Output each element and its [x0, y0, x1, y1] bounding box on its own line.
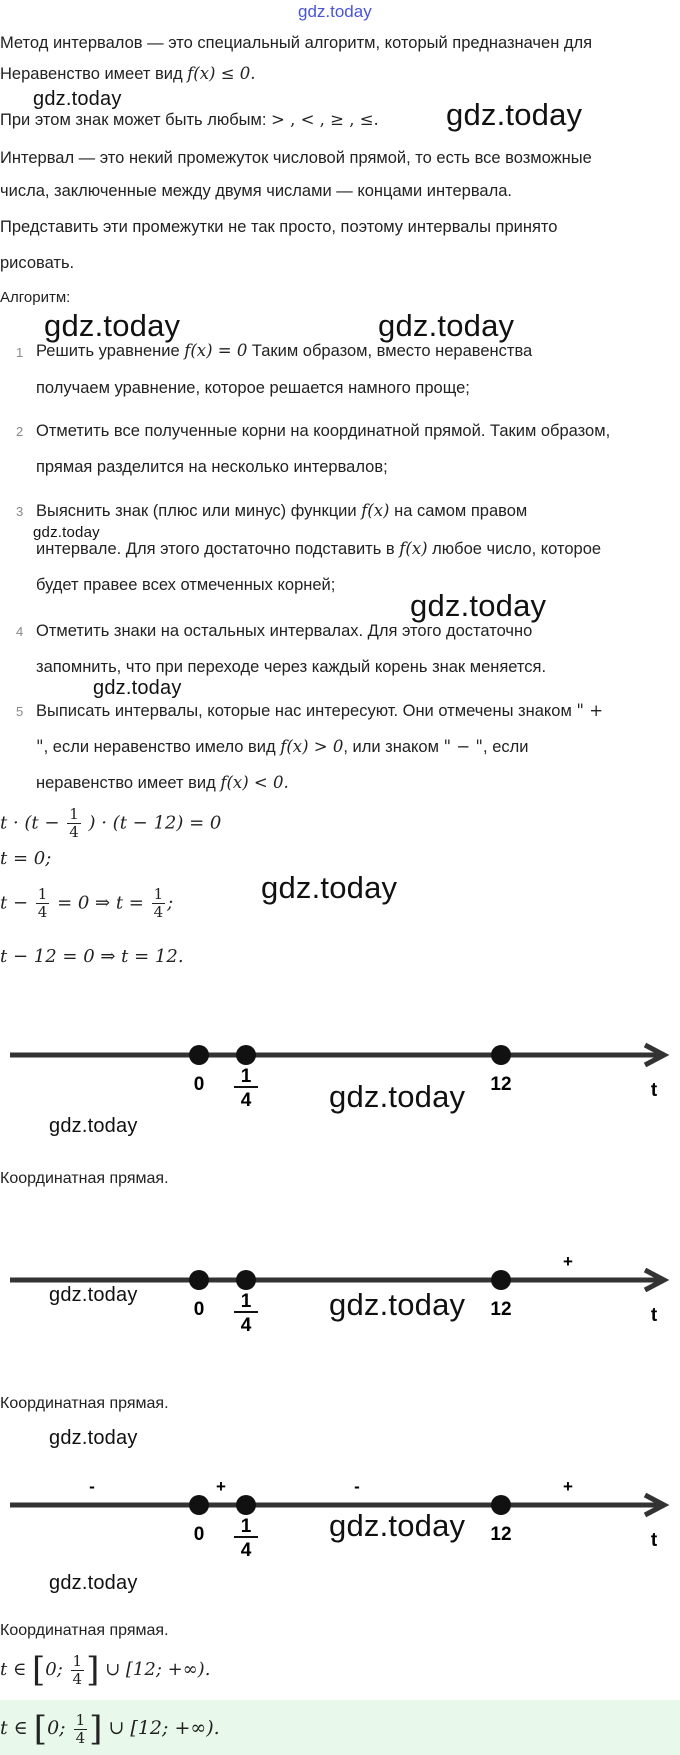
label-12: 12	[490, 1074, 512, 1095]
intro-line-2: Неравенство имеет вид f(x) ≤ 0.	[0, 64, 256, 83]
root-point-quarter	[236, 1045, 256, 1065]
watermark: gdz.today	[446, 97, 583, 132]
sign-right: +	[563, 1252, 573, 1271]
equation-1: t · (t − $\frac{1}{4}$ ) · (t − 12) = 0	[0, 805, 222, 841]
root-point-quarter	[236, 1495, 256, 1515]
label-12: 12	[490, 1299, 512, 1320]
label-quarter-num: 1	[240, 1516, 252, 1537]
step-5-line-a: Выписать интервалы, которые нас интересуют. Они отмечены знаком " +	[36, 701, 604, 720]
step-3-line-a: Выяснить знак (плюс или минус) функции f(x) на самом правом	[36, 501, 528, 520]
caption-3: Координатная прямая.	[0, 1622, 169, 1639]
label-axis-t: t	[650, 1305, 658, 1326]
watermark: gdz.today	[33, 88, 122, 110]
label-axis-t: t	[650, 1080, 658, 1101]
answer-line-2: t ∈ [0; $\frac{1}{4}$ ] ∪ [12; +∞).	[0, 1709, 220, 1749]
label-axis-t: t	[650, 1530, 658, 1551]
label-quarter-den: 4	[240, 1540, 252, 1560]
watermark: gdz.today	[410, 588, 547, 623]
step-number: 1	[16, 345, 24, 360]
watermark: gdz.today	[33, 524, 100, 541]
caption-1: Координатная прямая.	[0, 1170, 169, 1187]
step-4-line-b: запомнить, что при переходе через каждый корень знак меняется.	[36, 658, 547, 676]
sign-between-0-quarter: +	[216, 1477, 226, 1496]
root-point-0	[189, 1270, 209, 1290]
step-1-line-b: получаем уравнение, которое решается намного проще;	[36, 379, 470, 397]
watermark: gdz.today	[49, 1115, 138, 1137]
watermark: gdz.today	[93, 677, 182, 699]
equation-2: t = 0;	[0, 848, 52, 869]
step-5-line-c: неравенство имеет вид f(x) < 0.	[36, 773, 289, 792]
sign-left: -	[89, 1477, 95, 1496]
step-number: 3	[16, 504, 24, 519]
step-number: 2	[16, 424, 24, 439]
answer-line-1: t ∈ [0; $\frac{1}{4}$ ] ∪ [12; +∞).	[0, 1650, 211, 1690]
step-3-line-b: интервале. Для этого достаточно подставить в f(x) любое число, которое	[36, 539, 602, 558]
step-1-line-a: Решить уравнение f(x) = 0 Таким образом, вместо неравенства	[36, 341, 533, 360]
top-watermark: gdz.today	[298, 2, 372, 21]
step-4-line-a: Отметить знаки на остальных интервалах. Для этого достаточно	[36, 622, 533, 640]
caption-2: Координатная прямая.	[0, 1395, 169, 1412]
intro-line-3: При этом знак может быть любым: > , < , ≥ , ≤.	[0, 110, 379, 129]
watermark: gdz.today	[329, 1287, 466, 1322]
intro-line-4: Интервал — это некий промежуток числовой прямой, то есть все возможные	[0, 149, 592, 167]
root-point-12	[491, 1045, 511, 1065]
equation-3: t − $\frac{1}{4}$ = 0 ⇒ t = $\frac{1}{4}$ ;	[0, 885, 174, 921]
step-3-line-c: будет правее всех отмеченных корней;	[36, 576, 336, 594]
root-point-quarter	[236, 1270, 256, 1290]
watermark: gdz.today	[49, 1572, 138, 1594]
intro-line-7: рисовать.	[0, 254, 75, 272]
watermark: gdz.today	[49, 1427, 138, 1449]
label-quarter-den: 4	[240, 1090, 252, 1110]
intro-line-8: Алгоритм:	[0, 289, 71, 306]
step-number: 5	[16, 704, 24, 719]
label-0: 0	[193, 1074, 205, 1095]
root-point-0	[189, 1495, 209, 1515]
label-quarter-num: 1	[240, 1066, 252, 1087]
watermark: gdz.today	[261, 870, 398, 905]
step-2-line-b: прямая разделится на несколько интервалов;	[36, 458, 388, 476]
step-2-line-a: Отметить все полученные корни на координатной прямой. Таким образом,	[36, 422, 611, 440]
label-0: 0	[193, 1524, 205, 1545]
step-number: 4	[16, 624, 24, 639]
sign-between-quarter-12: -	[354, 1477, 360, 1496]
label-quarter-den: 4	[240, 1315, 252, 1335]
watermark: gdz.today	[44, 308, 181, 343]
watermark: gdz.today	[329, 1079, 466, 1114]
label-quarter-num: 1	[240, 1291, 252, 1312]
sign-right: +	[563, 1477, 573, 1496]
intro-line-6: Представить эти промежутки не так просто, поэтому интервалы принято	[0, 218, 558, 236]
intro-line-5: числа, заключенные между двумя числами — концами интервала.	[0, 182, 512, 200]
root-point-12	[491, 1270, 511, 1290]
root-point-0	[189, 1045, 209, 1065]
label-0: 0	[193, 1299, 205, 1320]
watermark: gdz.today	[49, 1284, 138, 1306]
label-12: 12	[490, 1524, 512, 1545]
root-point-12	[491, 1495, 511, 1515]
equation-4: t − 12 = 0 ⇒ t = 12.	[0, 946, 184, 967]
watermark: gdz.today	[329, 1508, 466, 1543]
step-5-line-b: ", если неравенство имело вид f(x) > 0, или знаком " − ", если	[36, 737, 529, 756]
intro-line-1: Метод интервалов — это специальный алгоритм, который предназначен для	[0, 34, 593, 52]
watermark: gdz.today	[378, 308, 515, 343]
